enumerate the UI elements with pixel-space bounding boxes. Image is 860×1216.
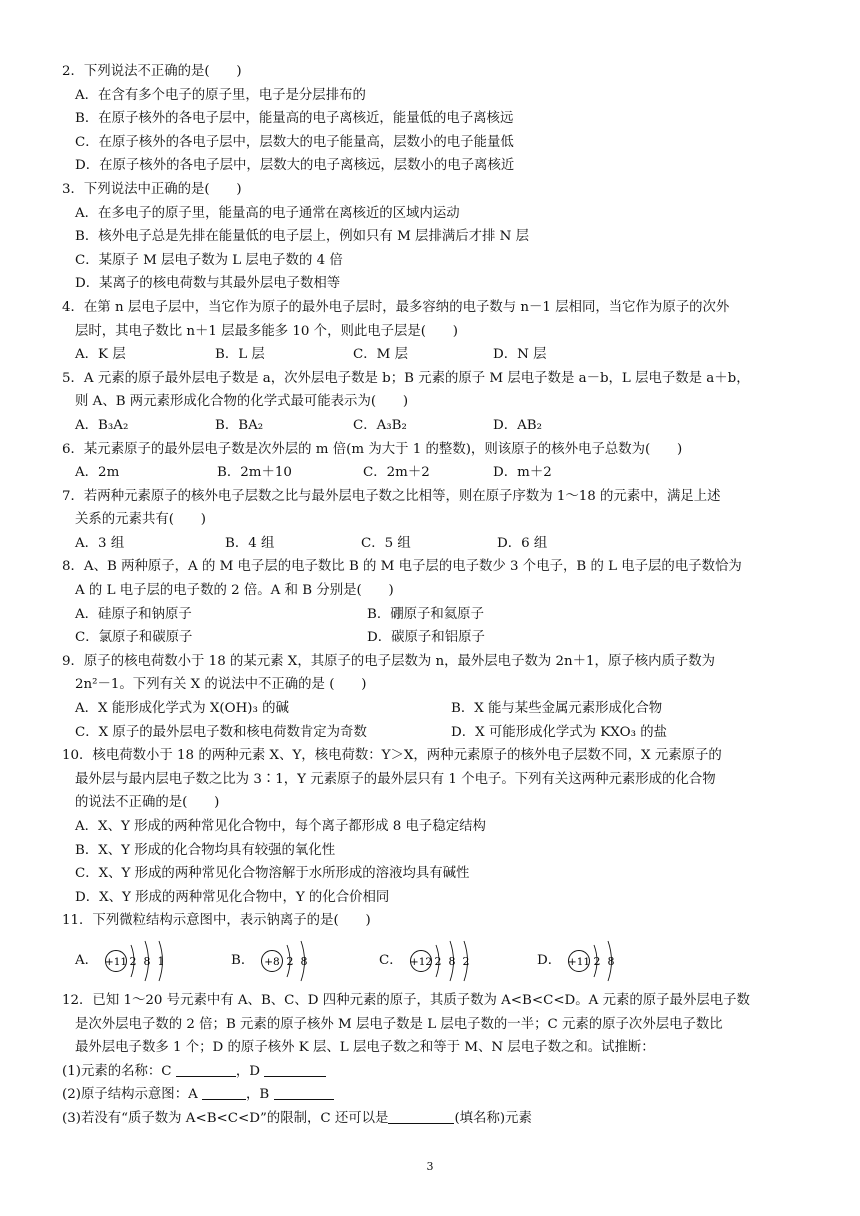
option-d: D．X、Y 形成的两种常见化合物中，Y 的化合价相同 [75,889,390,905]
question-stem: 11．下列微粒结构示意图中，表示钠离子的是( ) [62,913,371,929]
question-stem: 3．下列说法中正确的是( ) [62,181,242,197]
option-d: D．碳原子和铝原子 [367,630,485,646]
option-c: C．X、Y 形成的两种常见化合物溶解于水所形成的溶液均具有碱性 [75,866,470,882]
shell-electrons: 2 [462,954,470,968]
shell-electrons: 8 [607,954,615,968]
atom-structure-diagram [104,937,184,985]
shell-electrons: 2 [434,954,442,968]
shell-electrons: 8 [300,954,308,968]
shell-electrons: 2 [593,954,601,968]
question-3 [62,178,812,296]
sub-question-2 [62,1083,812,1107]
option-d: D．6 组 [497,535,548,551]
options-row [62,721,812,745]
option-c: C．某原子 M 层电子数为 L 层电子数的 4 倍 [75,252,343,268]
option-c [379,937,537,985]
question-10 [62,744,812,909]
question-stem-cont: 2n²－1。下列有关 X 的说法中不正确的是 ( ) [75,677,367,693]
question-12 [62,989,812,1131]
options-row [62,532,812,556]
shell-electrons: 2 [129,954,137,968]
option-a: A．在多电子的原子里，能量高的电子通常在离核近的区域内运动 [75,205,460,221]
option-c: C．X 原子的最外层电子数和核电荷数肯定为奇数 [75,724,367,740]
answer-blank[interactable] [202,1085,246,1100]
option-a: A．X 能形成化学式为 X(OH)₃ 的碱 [75,701,289,717]
option-b [231,937,379,985]
option-label: D． [537,953,562,969]
option-c: C．5 组 [361,535,411,551]
shell-electrons: 8 [143,954,151,968]
options-row [62,343,812,367]
option-b: B．4 组 [225,535,275,551]
question-stem: 5．A 元素的原子最外层电子数是 a，次外层电子数是 b；B 元素的原子 M 层电子数是 a－b，L 层电子数是 a＋b， [62,370,750,386]
shell-electrons: 8 [448,954,456,968]
option-b: B．BA₂ [215,417,264,433]
option-a [75,937,231,985]
question-stem-cont: A 的 L 电子层的电子数的 2 倍。A 和 B 分别是( ) [75,583,394,599]
option-d: D．某离子的核电荷数与其最外层电子数相等 [75,276,341,292]
question-5 [62,367,812,438]
option-b: B．X、Y 形成的化合物均具有较强的氧化性 [75,842,336,858]
nucleus-charge: +12 [409,955,432,968]
options-row [62,697,812,721]
options-row [62,603,812,627]
question-11 [62,909,812,989]
question-stem: 10．核电荷数小于 18 的两种元素 X、Y，核电荷数：Y＞X，两种元素原子的核外电子层数不同，X 元素原子的 [62,748,722,764]
question-stem-cont: 则 A、B 两元素形成化合物的化学式最可能表示为( ) [75,394,409,410]
option-a: A．X、Y 形成的两种常见化合物中，每个离子都形成 8 电子稳定结构 [75,819,486,834]
question-4 [62,296,812,367]
question-stem-cont: 关系的元素共有( ) [75,512,206,528]
shell-electrons: 1 [157,954,165,968]
question-stem-cont: 最外层电子数多 1 个；D 的原子核外 K 层、L 层电子数之和等于 M、N 层电子数之和。试推断： [75,1040,655,1056]
question-stem: 6．某元素原子的最外层电子数是次外层的 m 倍(m 为大于 1 的整数)，则该原子的核外电子总数为( ) [62,441,683,457]
atom-structure-diagram [260,937,330,985]
question-stem: 8．A、B 两种原子，A 的 M 电子层的电子数比 B 的 M 电子层的电子数少 3 个电子，B 的 L 电子层的电子数恰为 [62,559,742,575]
option-a: A．3 组 [75,535,125,551]
question-stem: 9．原子的核电荷数小于 18 的某元素 X，其原子的电子层数为 n，最外层电子数为 2n＋1，原子核内质子数为 [62,653,716,669]
sub-question-text: (2)原子结构示意图：A [62,1087,203,1103]
option-b: B．核外电子总是先排在能量低的电子层上，例如只有 M 层排满后才排 N 层 [75,229,530,245]
option-a: A．K 层 [75,347,126,363]
sub-question-text: (填名称)元素 [454,1110,532,1126]
atom-structure-diagram [409,937,489,985]
option-d: D．在原子核外的各电子层中，层数大的电子离核远，层数小的电子离核近 [75,158,515,174]
option-label: A． [75,953,99,969]
question-2 [62,60,812,178]
question-stem: 4．在第 n 层电子层中，当它作为原子的最外电子层时，最多容纳的电子数与 n－1 层相同，当它作为原子的次外 [62,299,730,315]
option-c: C．2m＋2 [363,465,430,481]
question-stem: 12．已知 1～20 号元素中有 A、B、C、D 四种元素的原子，其质子数为 A<B<C<D。A 元素的原子最外层电子数 [62,992,750,1008]
question-stem: 7．若两种元素原子的核外电子层数之比与最外层电子数之比相等，则在原子序数为 1～18 的元素中，满足上述 [62,488,721,504]
sub-question-text: ，D [235,1063,265,1079]
option-b: B．2m＋10 [217,465,292,481]
sub-question-text: (1)元素的名称：C [62,1063,176,1079]
question-8 [62,555,812,649]
answer-blank[interactable] [176,1062,236,1077]
sub-question-3 [62,1107,812,1131]
question-stem: 2．下列说法不正确的是( ) [62,64,242,79]
option-b: B．硼原子和氦原子 [367,606,484,622]
answer-blank[interactable] [274,1085,334,1100]
nucleus-charge: +11 [104,955,128,968]
option-b: B．L 层 [215,347,265,363]
shell-electrons: 2 [286,954,294,968]
atom-diagrams-row [62,933,812,989]
answer-blank[interactable] [388,1109,454,1124]
options-row [62,461,812,485]
option-a: A．2m [75,465,120,481]
exam-page [62,60,812,1131]
question-stem-cont: 最外层与最内层电子数之比为 3∶1，Y 元素原子的最外层只有 1 个电子。下列有关这两种元素形成的化合物 [75,771,716,787]
sub-question-1 [62,1060,812,1084]
option-c: C．A₃B₂ [353,417,407,433]
options-row [62,414,812,438]
question-stem-cont: 层时，其电子数比 n＋1 层最多能多 10 个，则此电子层是( ) [75,323,459,339]
option-c: C．氯原子和碳原子 [75,630,193,646]
question-7 [62,485,812,556]
option-d: D．N 层 [493,347,547,363]
sub-question-text: ，B [246,1087,274,1103]
option-d: D．m＋2 [493,465,552,481]
nucleus-charge: +8 [264,955,280,968]
question-stem-cont: 是次外层电子数的 2 倍；B 元素的原子核外 M 层电子数是 L 层电子数的一半；C 元素的原子次外层电子数比 [75,1016,723,1032]
option-a: A．在含有多个电子的原子里，电子是分层排布的 [75,87,366,103]
option-c: C．在原子核外的各电子层中，层数大的电子能量高，层数小的电子能量低 [75,134,514,150]
options-row [62,626,812,650]
option-d [537,937,637,985]
question-6 [62,438,812,485]
option-a: A．硅原子和钠原子 [75,606,192,622]
question-stem-cont: 的说法不正确的是( ) [75,795,220,811]
option-label: B． [231,953,255,969]
question-9 [62,650,812,744]
option-d: D．AB₂ [493,417,543,433]
sub-question-text: (3)若没有“质子数为 A<B<C<D”的限制，C 还可以是 [62,1110,389,1126]
option-c: C．M 层 [353,347,408,363]
option-b: B．X 能与某些金属元素形成化合物 [451,701,663,717]
nucleus-charge: +11 [568,955,591,968]
option-b: B．在原子核外的各电子层中，能量高的电子离核近，能量低的电子离核远 [75,111,514,127]
answer-blank[interactable] [264,1062,326,1077]
option-a: A．B₃A₂ [75,417,129,433]
atom-structure-diagram [567,937,637,985]
option-d: D．X 可能形成化学式为 KXO₃ 的盐 [451,724,667,740]
page-number: 3 [426,1160,434,1173]
option-label: C． [379,953,403,969]
